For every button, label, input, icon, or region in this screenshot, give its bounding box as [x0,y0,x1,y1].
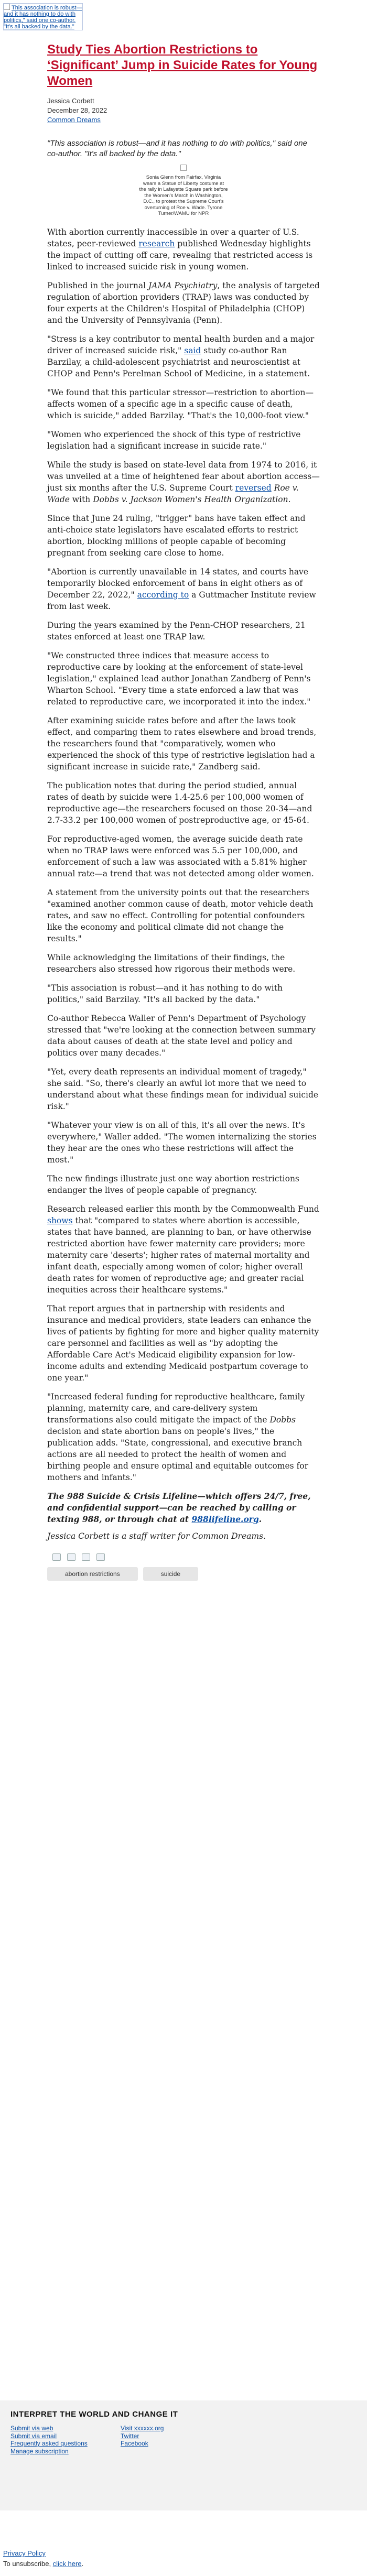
paragraph-text: After examining suicide rates before and after the laws took effect, and comparing them to rates elsewhere and broad trends, the researchers found that "comparatively, women who experienced the shock of this type of restrictive legislation had a significant increase in suicide rate," Zandberg said. [47,715,317,771]
paragraph-text: with [69,494,93,504]
article-paragraph [47,1203,320,1296]
article-paragraph [47,1119,320,1166]
article-paragraph [47,650,320,708]
footer-link[interactable]: Submit via email [10,2432,57,2440]
unsubscribe-end: . [81,2560,84,2568]
paragraph-text: "Whatever your view is on all of this, it's all over the news. It's everywhere," Waller added. "The women internalizing the stories they hear are the ones who these restrictions will affect the most." [47,1120,317,1165]
paragraph-text: "Increased federal funding for reproductive healthcare, family planning, maternity care, and care-delivery system transformations also could mitigate the impact of the [47,1392,305,1425]
article-paragraph [47,280,320,326]
article-paragraph [47,1066,320,1112]
article [47,42,320,1589]
broken-image-icon [4,4,10,10]
paragraph-text: study co-author Ran Barzilay, a child-adolescent psychiatrist and neuroscientist at CHOP and Penn's Perelman School of Medicine, in a statement. [47,345,310,378]
paragraph-text: The publication notes that during the period studied, annual rates of death by suicide were 1.4-25.6 per 100,000 women of reproductive age—the researchers focused on those 20-34—and 2.7-33.2 per 100,000 women of postreproductive age, or 45-64. [47,780,312,825]
article-paragraph [47,780,320,826]
article-paragraph [47,619,320,643]
emphasis-text: Dobbs v. Jackson Women's Health Organization [93,494,288,504]
tag-list [47,1567,320,1581]
paragraph-text: That report argues that in partnership with residents and insurance and medical providers, state leaders can enhance the lives of patients by fighting for more and higher quality maternity care personnel and facilities as well as "by adopting the Affordable Care Act's Medicaid eligibility expansion for low-income adults and extending Medicaid postpartum coverage to one year." [47,1303,319,1383]
paragraph-text: "We found that this particular stressor—restriction to abortion—affects women of a specific age in a specific cause of death, which is suicide," added Barzilay. "That's the 10,000-foot view." [47,387,314,420]
share-link-icon[interactable] [96,1553,105,1561]
pull-quote: "This association is robust—and it has nothing to do with politics," said one co-author. "It's all backed by the data." [47,139,307,158]
header-image-link[interactable] [3,3,83,30]
emphasis-text: JAMA Psychiatry [148,280,218,290]
paragraph-text: The new findings illustrate just one way abortion restrictions endanger the lives of people capable of pregnancy. [47,1173,299,1195]
article-paragraph [47,982,320,1005]
article-paragraph [47,459,320,505]
legal-links [3,2548,83,2569]
byline [47,96,320,125]
article-body [47,226,320,1483]
article-paragraph [47,566,320,612]
article-paragraph [47,333,320,379]
callout-end: . [258,1514,262,1524]
share-facebook-icon[interactable] [52,1553,61,1561]
footer-link[interactable]: Submit via web [10,2425,53,2432]
article-paragraph [47,833,320,879]
footer-right-links [121,2425,164,2448]
footer-link[interactable]: Twitter [121,2432,139,2440]
emphasis-text: Dobbs [269,1415,296,1425]
staff-note: Jessica Corbett is a staff writer for Common Dreams. [47,1531,266,1541]
inline-link[interactable]: research [138,238,175,248]
source-link[interactable]: Common Dreams [47,116,101,124]
article-paragraph [47,715,320,773]
paragraph-text: During the years examined by the Penn-CHOP researchers, 21 states enforced at least one TRAP law. [47,620,306,642]
inline-link[interactable]: reversed [235,483,272,493]
paragraph-text: With abortion currently inaccessible in over a quarter of U.S. states, peer-reviewed [47,227,299,248]
tag-item[interactable]: suicide [143,1567,198,1581]
article-paragraph [47,226,320,273]
article-paragraph [47,387,320,421]
inline-link[interactable]: shows [47,1215,73,1225]
footer-link[interactable]: Frequently asked questions [10,2440,88,2447]
article-paragraph [47,887,320,944]
paragraph-text: Co-author Rebecca Waller of Penn's Department of Psychology stressed that "we're looking at the connection between summary data about causes of death at the state level and policy and politics over many decades." [47,1013,316,1058]
article-paragraph [47,429,320,452]
paragraph-text: A statement from the university points out that the researchers "examined another common cause of death, motor vehicle death rates, and saw no effect. Controlling for potential confounders like the economy and political climate did not change the results." [47,887,314,943]
paragraph-text: that "compared to states where abortion is accessible, states that have banned, are planning to ban, or have otherwise restricted abortion have fewer maternity care providers; more maternity care 'deserts'; higher rates of maternal mortality and infant death, especially among women of color; higher overall death rates for women of reproductive age; and greater racial inequities across their healthcare systems." [47,1215,311,1295]
paragraph-text: While the study is based on state-level data from 1974 to 2016, it was unveiled at a time of heightened fear about abortion access—just six months after the U.S. Supreme Court [47,460,320,493]
privacy-policy-link[interactable]: Privacy Policy [3,2549,46,2557]
paragraph-text: "Yet, every death represents an individual moment of tragedy," she said. "So, there's clearly an awful lot more that we need to understand about what these findings mean for individual suicide risk." [47,1067,319,1111]
crisis-lifeline-note [47,1491,320,1525]
paragraph-text: While acknowledging the limitations of their findings, the researchers also stressed how rigorous their methods were. [47,952,296,974]
article-title[interactable]: Study Ties Abortion Restrictions to ‘Significant’ Jump in Suicide Rates for Young Women [47,42,318,88]
unsubscribe-text: To unsubscribe, [3,2560,53,2568]
footer-link[interactable]: Manage subscription [10,2447,69,2455]
header-image-alt: This association is robust—and it has nothing to do with politics," said one co-author. "It's all backed by the data." [4,5,82,30]
inline-link[interactable]: said [184,345,201,355]
tag-item[interactable]: abortion restrictions [47,1567,138,1581]
article-paragraph [47,513,320,559]
callout-text: The 988 Suicide & Crisis Lifeline—which offers 24/7, free, and confidential support—can be reached by calling or texting 988, or through chat at [47,1491,311,1524]
paragraph-text: , the analysis of targeted regulation of abortion providers (TRAP) laws was conducted by four experts at the Children's Hospital of Philadelphia (CHOP) and the University of Pennsylvania (Penn). [47,280,320,325]
inline-link[interactable]: according to [137,590,189,600]
paragraph-text: Research released earlier this month by the Commonwealth Fund [47,1204,319,1214]
paragraph-text: "We constructed three indices that measure access to reproductive care by looking at the enforcement of state-level legislation," explained lead author Jonathan Zandberg of Penn's Wharton School. "Every time a state enforced a law that was related to reproductive care, we incorporated it into the index." [47,650,311,707]
broken-image-icon [180,165,187,171]
share-buttons [52,1553,320,1561]
footer-link[interactable]: Visit xxxxxx.org [121,2425,164,2432]
paragraph-text: published Wednesday highlights the impact of cutting off care, revealing that restricted access is linked to increased suicide risk in young women. [47,238,313,271]
paragraph-text: "Women who experienced the shock of this type of restrictive legislation had a significant increase in suicide rate." [47,429,301,451]
footer-link[interactable]: Facebook [121,2440,148,2447]
share-twitter-icon[interactable] [67,1553,75,1561]
share-email-icon[interactable] [82,1553,90,1561]
publish-date: December 28, 2022 [47,106,107,114]
paragraph-text: "Stress is a key contributor to mental health burden and a major driver of increased suicide risk," [47,334,315,355]
footer-heading: INTERPRET THE WORLD AND CHANGE IT [10,2410,178,2419]
paragraph-text: a Guttmacher Institute review from last week. [47,590,316,611]
paragraph-text: decision and state abortion bans on people's lives," the publication adds. "State, congressional, and executive branch actions are all needed to protect the health of women and birthing people and ensure optimal and equitable outcomes for mothers and infants." [47,1426,308,1482]
author: Jessica Corbett [47,97,94,105]
article-paragraph [47,1303,320,1384]
article-figure [139,165,228,217]
article-paragraph [47,1173,320,1196]
paragraph-text: "Abortion is currently unavailable in 14 states, and courts have temporarily blocked enforcement of bans in eight others as of December 22, 2022," [47,567,308,600]
article-paragraph [47,952,320,975]
image-caption: Sonia Glenn from Fairfax, Virginia wears a Statue of Liberty costume at the rally in Lafayette Square park before the Women's March in Washington, D.C., to protest the Supreme Court's overturning of Roe v. Wade. Tyrone Turner/WAMU for NPR [139,175,228,216]
paragraph-text: For reproductive-aged women, the average suicide death rate when no TRAP laws were enforced was 5.5 per 100,000, and enforcement of such a law was associated with a 5.81% higher annual rate—a trend that was not detected among older women. [47,834,314,878]
footer-left-links [10,2425,88,2455]
footer [0,2400,367,2510]
paragraph-text: "This association is robust—and it has nothing to do with politics," said Barzilay. "It's all backed by the data." [47,983,283,1004]
paragraph-text: . [288,494,291,504]
paragraph-text: Since that June 24 ruling, "trigger" bans have taken effect and anti-choice state legislators have escalated efforts to restrict abortion, blocking millions of people capable of becoming pregnant from seeking care close to home. [47,513,306,558]
paragraph-text: Published in the journal [47,280,149,290]
article-paragraph [47,1013,320,1059]
lifeline-link[interactable]: 988lifeline.org [191,1514,259,1524]
article-paragraph [47,1391,320,1483]
unsubscribe-link[interactable]: click here [52,2560,82,2568]
emphasis-text: Roe v. Wade [47,483,299,504]
